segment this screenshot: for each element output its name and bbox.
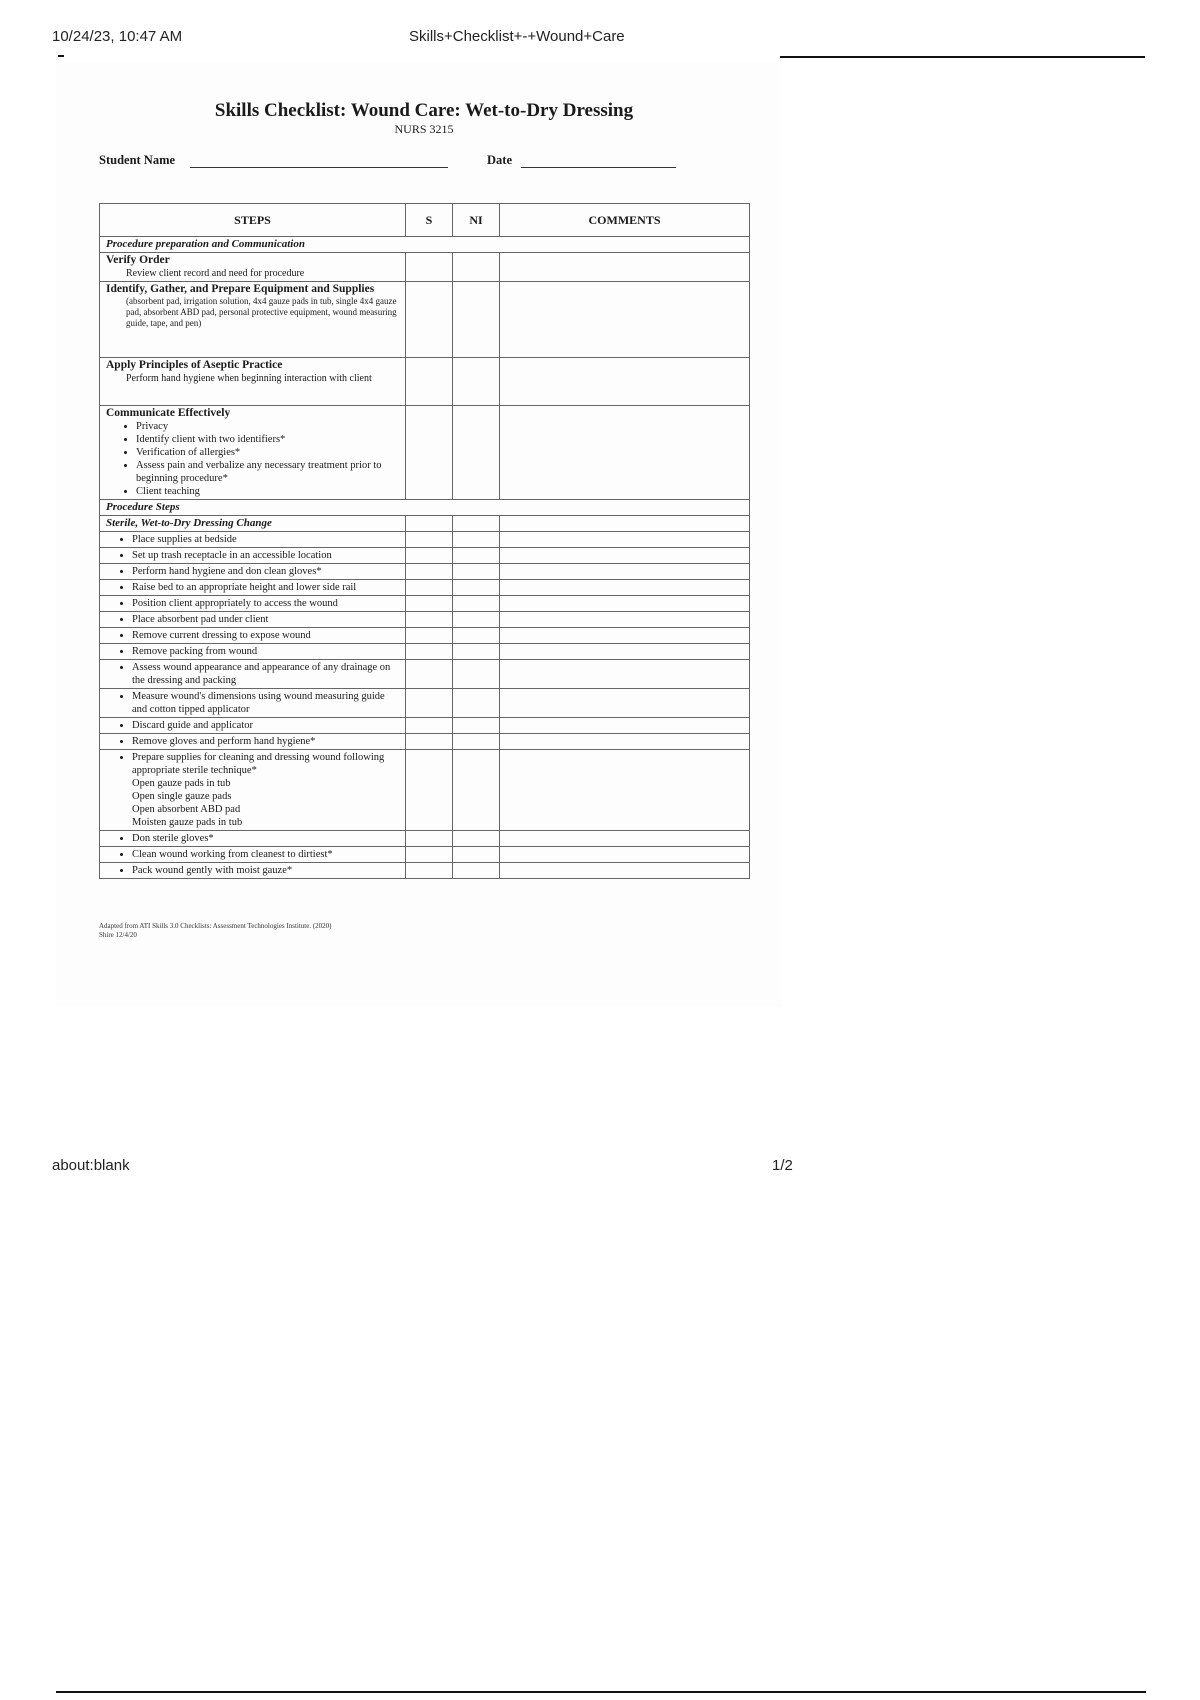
list-item: • Privacy [136,420,399,433]
table-row [100,253,750,282]
print-footer [52,1157,1140,1177]
table-row [100,564,750,580]
step-item: • Pack wound gently with moist gauze* [132,864,399,877]
step-item: • Place supplies at bedside [132,533,399,546]
step-title: Communicate Effectively [106,407,231,419]
table-row [100,831,750,847]
print-url: about:blank [52,1157,130,1174]
student-info-row [99,153,749,173]
sub-item: Moisten gauze pads in tub [132,817,243,828]
table-row [100,548,750,564]
list-item: • Verification of allergies* [136,446,399,459]
step-title: Verify Order [106,254,170,266]
section-title: Sterile, Wet-to-Dry Dressing Change [100,516,406,532]
step-title: Identify, Gather, and Prepare Equipment and Supplies [106,283,375,295]
col-s: S [406,204,453,237]
step-desc: Perform hand hygiene when beginning interaction with client [126,373,372,384]
table-row [100,863,750,879]
table-row [100,718,750,734]
table-row [100,612,750,628]
footnote-source: Adapted from ATI Skills 3.0 Checklists: Assessment Technologies Institute. (2020) [99,922,332,930]
date-label: Date [487,153,512,167]
checklist-document [99,92,749,939]
step-item: • Don sterile gloves* [132,832,399,845]
step-desc: (absorbent pad, irrigation solution, 4x4 gauze pads in tub, single 4x4 gauze pad, absorbent ABD pad, personal protective equipment, wound measuring guide, tape, and pen) [126,296,397,328]
list-item: • Assess pain and verbalize any necessary treatment prior to beginning procedure* [136,459,399,485]
print-header [52,28,1140,48]
student-name-label: Student Name [99,153,176,167]
table-row [100,660,750,689]
table-row [100,734,750,750]
student-name-line [190,167,448,168]
table-row [100,644,750,660]
step-item: • Discard guide and applicator [132,719,399,732]
table-row [100,750,750,831]
step-item: • Prepare supplies for cleaning and dressing wound following appropriate sterile technique* [132,751,399,777]
col-ni: NI [453,204,500,237]
table-row [100,282,750,358]
sub-item: Open absorbent ABD pad [132,804,241,815]
section-row [100,237,750,253]
table-row [100,358,750,406]
date-line [521,167,676,168]
header-tick [58,55,64,57]
section-row [100,516,750,532]
table-header-row [100,204,750,237]
sub-item: Open single gauze pads [132,791,232,802]
step-item: • Set up trash receptacle in an accessible location [132,549,399,562]
list-item: • Client teaching [136,485,399,498]
header-rule [780,56,1145,58]
table-row [100,596,750,612]
step-item: • Remove gloves and perform hand hygiene* [132,735,399,748]
step-item: • Position client appropriately to access the wound [132,597,399,610]
step-item: • Clean wound working from cleanest to dirtiest* [132,848,399,861]
table-row [100,406,750,500]
print-title: Skills+Checklist+-+Wound+Care [409,28,625,45]
footnote-revision: Shire 12/4/20 [99,931,137,939]
step-item: • Raise bed to an appropriate height and lower side rail [132,581,399,594]
section-row [100,500,750,516]
section-title: Procedure preparation and Communication [100,237,750,253]
checklist-table [99,203,750,879]
col-comments: COMMENTS [500,204,750,237]
step-title: Apply Principles of Aseptic Practice [106,359,283,371]
course-code: NURS 3215 [394,122,454,136]
step-desc: Review client record and need for procedure [126,268,305,279]
section-title: Procedure Steps [100,500,750,516]
col-steps: STEPS [100,204,406,237]
step-item: • Assess wound appearance and appearance of any drainage on the dressing and packing [132,661,399,687]
table-row [100,628,750,644]
print-datetime: 10/24/23, 10:47 AM [52,28,183,45]
footer-rule [56,1691,1146,1693]
footnote [99,922,332,940]
table-row [100,689,750,718]
table-row [100,847,750,863]
communicate-list [106,420,399,498]
step-item: • Measure wound's dimensions using wound measuring guide and cotton tipped applicator [132,690,399,716]
step-item: • Remove current dressing to expose wound [132,629,399,642]
step-item: • Remove packing from wound [132,645,399,658]
table-row [100,580,750,596]
document-title: Skills Checklist: Wound Care: Wet-to-Dry Dressing [214,100,634,121]
page-number: 1/2 [772,1157,793,1174]
list-item: • Identify client with two identifiers* [136,433,399,446]
step-item: • Perform hand hygiene and don clean gloves* [132,565,399,578]
table-row [100,532,750,548]
sub-item: Open gauze pads in tub [132,778,231,789]
step-item: • Place absorbent pad under client [132,613,399,626]
